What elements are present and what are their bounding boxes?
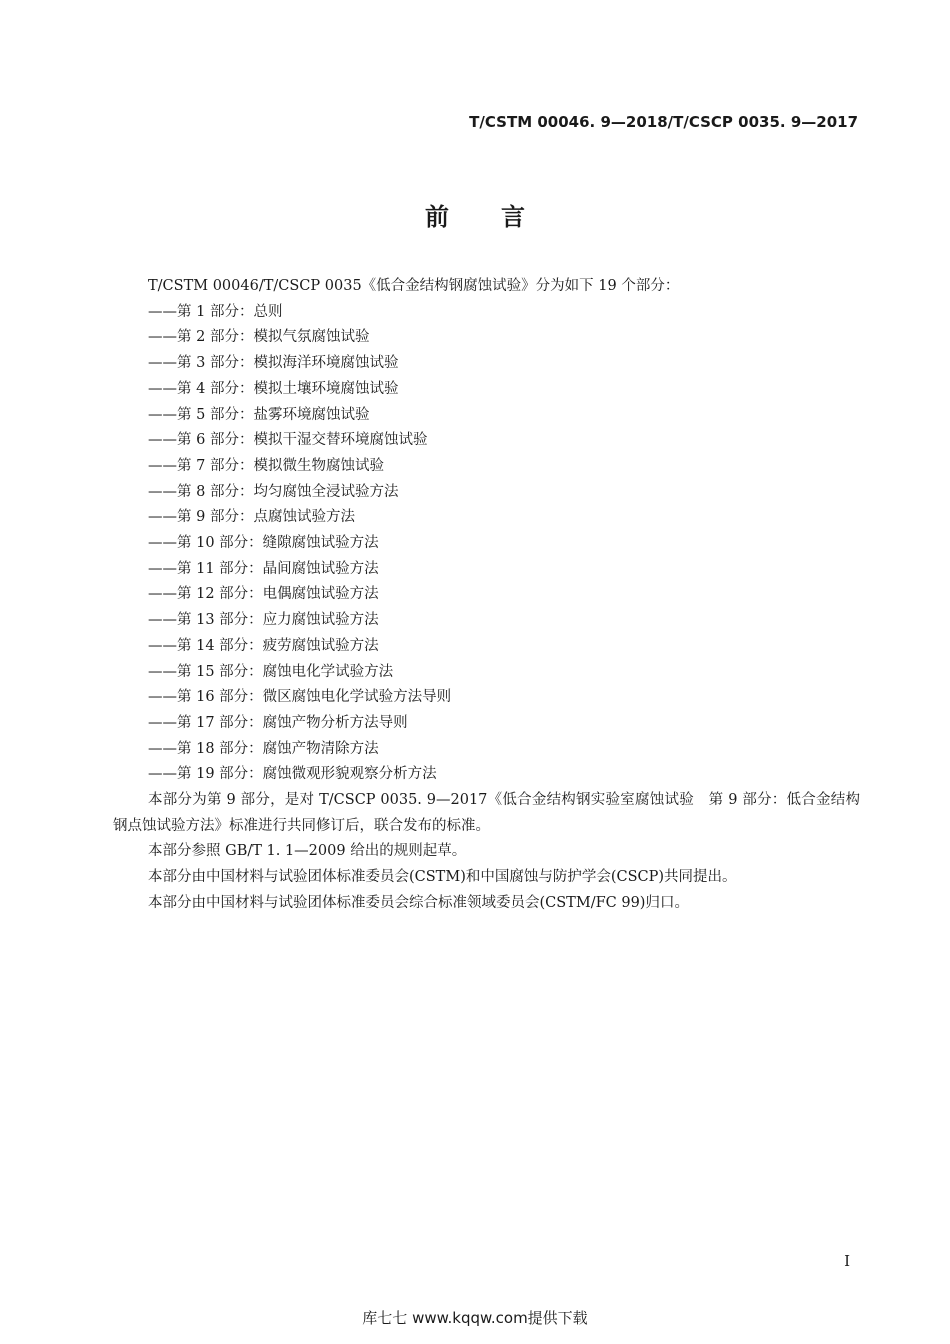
list-item: ——第 19 部分：腐蚀微观形貌观察分析方法 [148,766,437,783]
paragraph-revision-note: 本部分为第 9 部分，是对 T/CSCP 0035. 9—2017《低合金结构钢实验室腐蚀试验 第 9 部分：低合金结构钢点蚀试验方法》标准进行共同修订后，联合发布的标准。 [113,792,860,834]
list-item: ——第 18 部分：腐蚀产物清除方法 [148,740,379,757]
list-item: ——第 6 部分：模拟干湿交替环境腐蚀试验 [148,432,428,449]
parts-list [113,300,860,788]
list-item: ——第 13 部分：应力腐蚀试验方法 [148,612,379,629]
page-number: I [844,1252,850,1270]
document-body [113,274,860,917]
paragraph-proposed-by: 本部分由中国材料与试验团体标准委员会(CSTM)和中国腐蚀与防护学会(CSCP)共同提出。 [148,869,737,886]
page-title: 前言 [425,203,577,231]
list-item: ——第 3 部分：模拟海洋环境腐蚀试验 [148,355,399,372]
list-item: ——第 15 部分：腐蚀电化学试验方法 [148,663,394,680]
list-item: ——第 16 部分：微区腐蚀电化学试验方法导则 [148,689,452,706]
list-item: ——第 14 部分：疲劳腐蚀试验方法 [148,637,379,654]
standard-code: T/CSTM 00046. 9—2018/T/CSCP 0035. 9—2017 [469,113,858,131]
paragraph-drafting-rules: 本部分参照 GB/T 1. 1—2009 给出的规则起草。 [148,843,467,860]
paragraph-administered-by: 本部分由中国材料与试验团体标准委员会综合标准领域委员会(CSTM/FC 99)归口。 [148,894,689,911]
list-item: ——第 11 部分：晶间腐蚀试验方法 [148,560,379,577]
list-item: ——第 2 部分：模拟气氛腐蚀试验 [148,329,370,346]
list-item: ——第 4 部分：模拟土壤环境腐蚀试验 [148,380,399,397]
list-item: ——第 7 部分：模拟微生物腐蚀试验 [148,457,384,474]
list-item: ——第 9 部分：点腐蚀试验方法 [148,509,355,526]
list-item: ——第 1 部分：总则 [148,303,283,320]
download-footer: 库七七 www.kqqw.com提供下载 [362,1309,588,1327]
list-item: ——第 17 部分：腐蚀产物分析方法导则 [148,714,408,731]
list-item: ——第 8 部分：均匀腐蚀全浸试验方法 [148,483,399,500]
list-item: ——第 12 部分：电偶腐蚀试验方法 [148,586,379,603]
list-item: ——第 10 部分：缝隙腐蚀试验方法 [148,535,379,552]
list-item: ——第 5 部分：盐雾环境腐蚀试验 [148,406,370,423]
intro-line: T/CSTM 00046/T/CSCP 0035《低合金结构钢腐蚀试验》分为如下 19 个部分： [148,278,680,294]
